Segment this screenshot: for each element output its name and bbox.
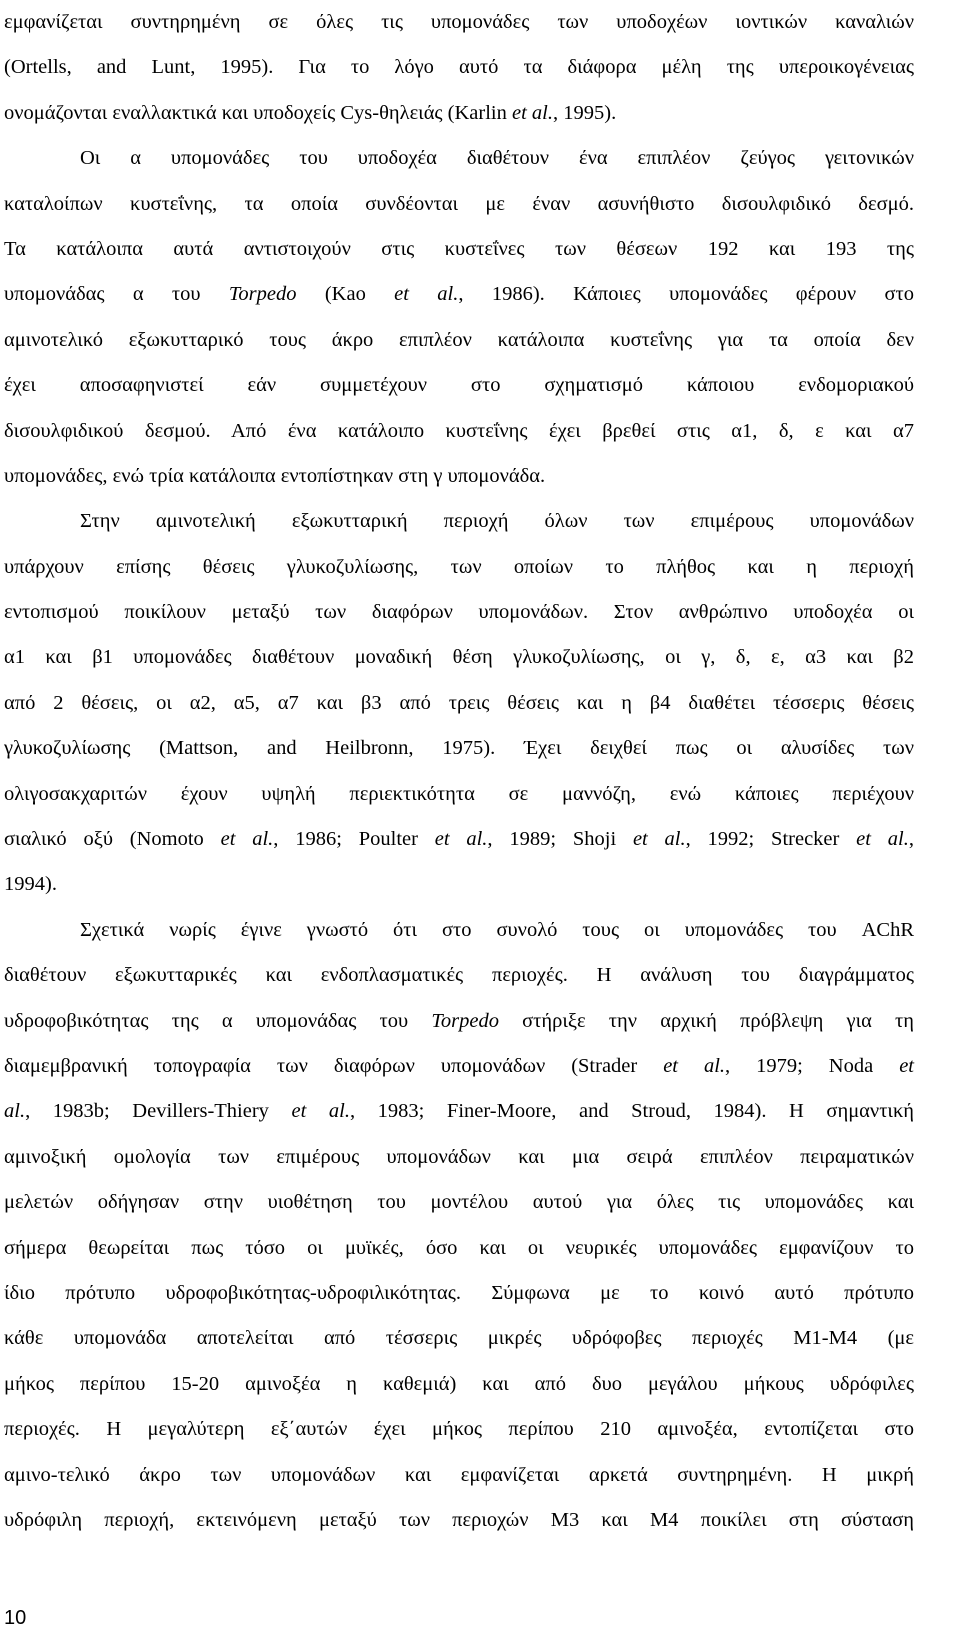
text-line: Οι α υπομονάδες του υποδοχέα διαθέτουν ένα επιπλέον ζεύγος γειτονικών (80, 147, 914, 170)
body-text (4, 0, 914, 1543)
text-line: ονομάζονται εναλλακτικά και υποδοχείς Cys-θηλειάς (Karlin et al., 1995). (4, 101, 617, 124)
text-line: σιαλικό οξύ (Nomoto et al., 1986; Poulter et al., 1989; Shoji et al., 1992; Strecker et al., (4, 828, 914, 851)
text-line: δισουλφιδικού δεσμού. Από ένα κατάλοιπο κυστεΐνης έχει βρεθεί στις α1, δ, ε και α7 (4, 419, 914, 442)
text-line: εντοπισμού ποικίλουν μεταξύ των διαφόρων υπομονάδων. Στον ανθρώπινο υποδοχέα οι (4, 601, 914, 624)
text-line: σήμερα θεωρείται πως τόσο οι μυϊκές, όσο και οι νευρικές υπομονάδες εμφανίζουν το (4, 1236, 914, 1259)
text-line: Στην αμινοτελική εξωκυτταρική περιοχή όλων των επιμέρους υπομονάδων (80, 510, 914, 533)
text-line: al., 1983b; Devillers-Thiery et al., 1983; Finer-Moore, and Stroud, 1984). Η σημαντική (4, 1100, 914, 1123)
text-line: έχει αποσαφηνιστεί εάν συμμετέχουν στο σχηματισμό κάποιου ενδομοριακού (4, 374, 914, 397)
text-line: 1994). (4, 873, 57, 896)
text-line: αμινο-τελικό άκρο των υπομονάδων και εμφανίζεται αρκετά συντηρημένη. Η μικρή (4, 1463, 914, 1486)
text-line: μελετών οδήγησαν στην υιοθέτηση του μοντέλου αυτού για όλες τις υπομονάδες και (4, 1191, 914, 1214)
text-line: ίδιο πρότυπο υδροφοβικότητας-υδροφιλικότητας. Σύμφωνα με το κοινό αυτό πρότυπο (4, 1281, 914, 1304)
text-line: Σχετικά νωρίς έγινε γνωστό ότι στο συνολό τους οι υπομονάδες του AChR (80, 918, 914, 941)
text-line: υπομονάδες, ενώ τρία κατάλοιπα εντοπίστηκαν στη γ υπομονάδα. (4, 464, 546, 487)
text-line: γλυκοζυλίωσης (Mattson, and Heilbronn, 1975). Έχει δειχθεί πως οι αλυσίδες των (4, 737, 914, 760)
text-line: μήκος περίπου 15-20 αμινοξέα η καθεμιά) και από δυο μεγάλου μήκους υδρόφιλες (4, 1372, 914, 1395)
text-line: α1 και β1 υπομονάδες διαθέτουν μοναδική θέση γλυκοζυλίωσης, οι γ, δ, ε, α3 και β2 (4, 646, 914, 669)
text-line: διαμεμβρανική τοπογραφία των διαφόρων υπομονάδων (Strader et al., 1979; Noda et (4, 1054, 914, 1077)
text-line: από 2 θέσεις, οι α2, α5, α7 και β3 από τρεις θέσεις και η β4 διαθέτει τέσσερις θέσεις (4, 691, 914, 714)
text-line: κάθε υπομονάδα αποτελείται από τέσσερις μικρές υδρόφοβες περιοχές Μ1-Μ4 (με (4, 1327, 914, 1350)
text-line: περιοχές. Η μεγαλύτερη εξ΄αυτών έχει μήκος περίπου 210 αμινοξέα, εντοπίζεται στο (4, 1418, 914, 1441)
text-line: εμφανίζεται συντηρημένη σε όλες τις υπομονάδες των υποδοχέων ιοντικών καναλιών (4, 11, 914, 33)
text-line: αμινοτελικό εξωκυτταρικό τους άκρο επιπλέον κατάλοιπα κυστεΐνης για τα οποία δεν (4, 328, 914, 351)
text-line: (Ortells, and Lunt, 1995). Για το λόγο αυτό τα διάφορα μέλη της υπεροικογένειας (4, 56, 914, 79)
text-line: διαθέτουν εξωκυτταρικές και ενδοπλασματικές περιοχές. Η ανάλυση του διαγράμματος (4, 964, 914, 987)
text-line: Τα κατάλοιπα αυτά αντιστοιχούν στις κυστεΐνες των θέσεων 192 και 193 της (4, 237, 914, 260)
text-line: αμινοξική ομολογία των επιμέρους υπομονάδων και μια σειρά επιπλέον πειραματικών (4, 1145, 914, 1168)
text-line: υδρόφιλη περιοχή, εκτεινόμενη μεταξύ των περιοχών Μ3 και Μ4 ποικίλει στη σύσταση (4, 1508, 914, 1531)
text-line: υπάρχουν επίσης θέσεις γλυκοζυλίωσης, των οποίων το πλήθος και η περιοχή (4, 555, 914, 578)
text-line: υδροφοβικότητας της α υπομονάδας του Torpedo στήριξε την αρχική πρόβλεψη για τη (4, 1009, 914, 1032)
text-line: ολιγοσακχαριτών έχουν υψηλή περιεκτικότητα σε μαννόζη, ενώ κάποιες περιέχουν (4, 782, 914, 805)
text-line: καταλοίπων κυστεΐνης, τα οποία συνδέονται με έναν ασυνήθιστο δισουλφιδικό δεσμό. (4, 192, 914, 215)
page-number: 10 (4, 1607, 27, 1629)
text-line: υπομονάδας α του Torpedo (Kao et al., 1986). Κάποιες υπομονάδες φέρουν στο (4, 283, 915, 306)
